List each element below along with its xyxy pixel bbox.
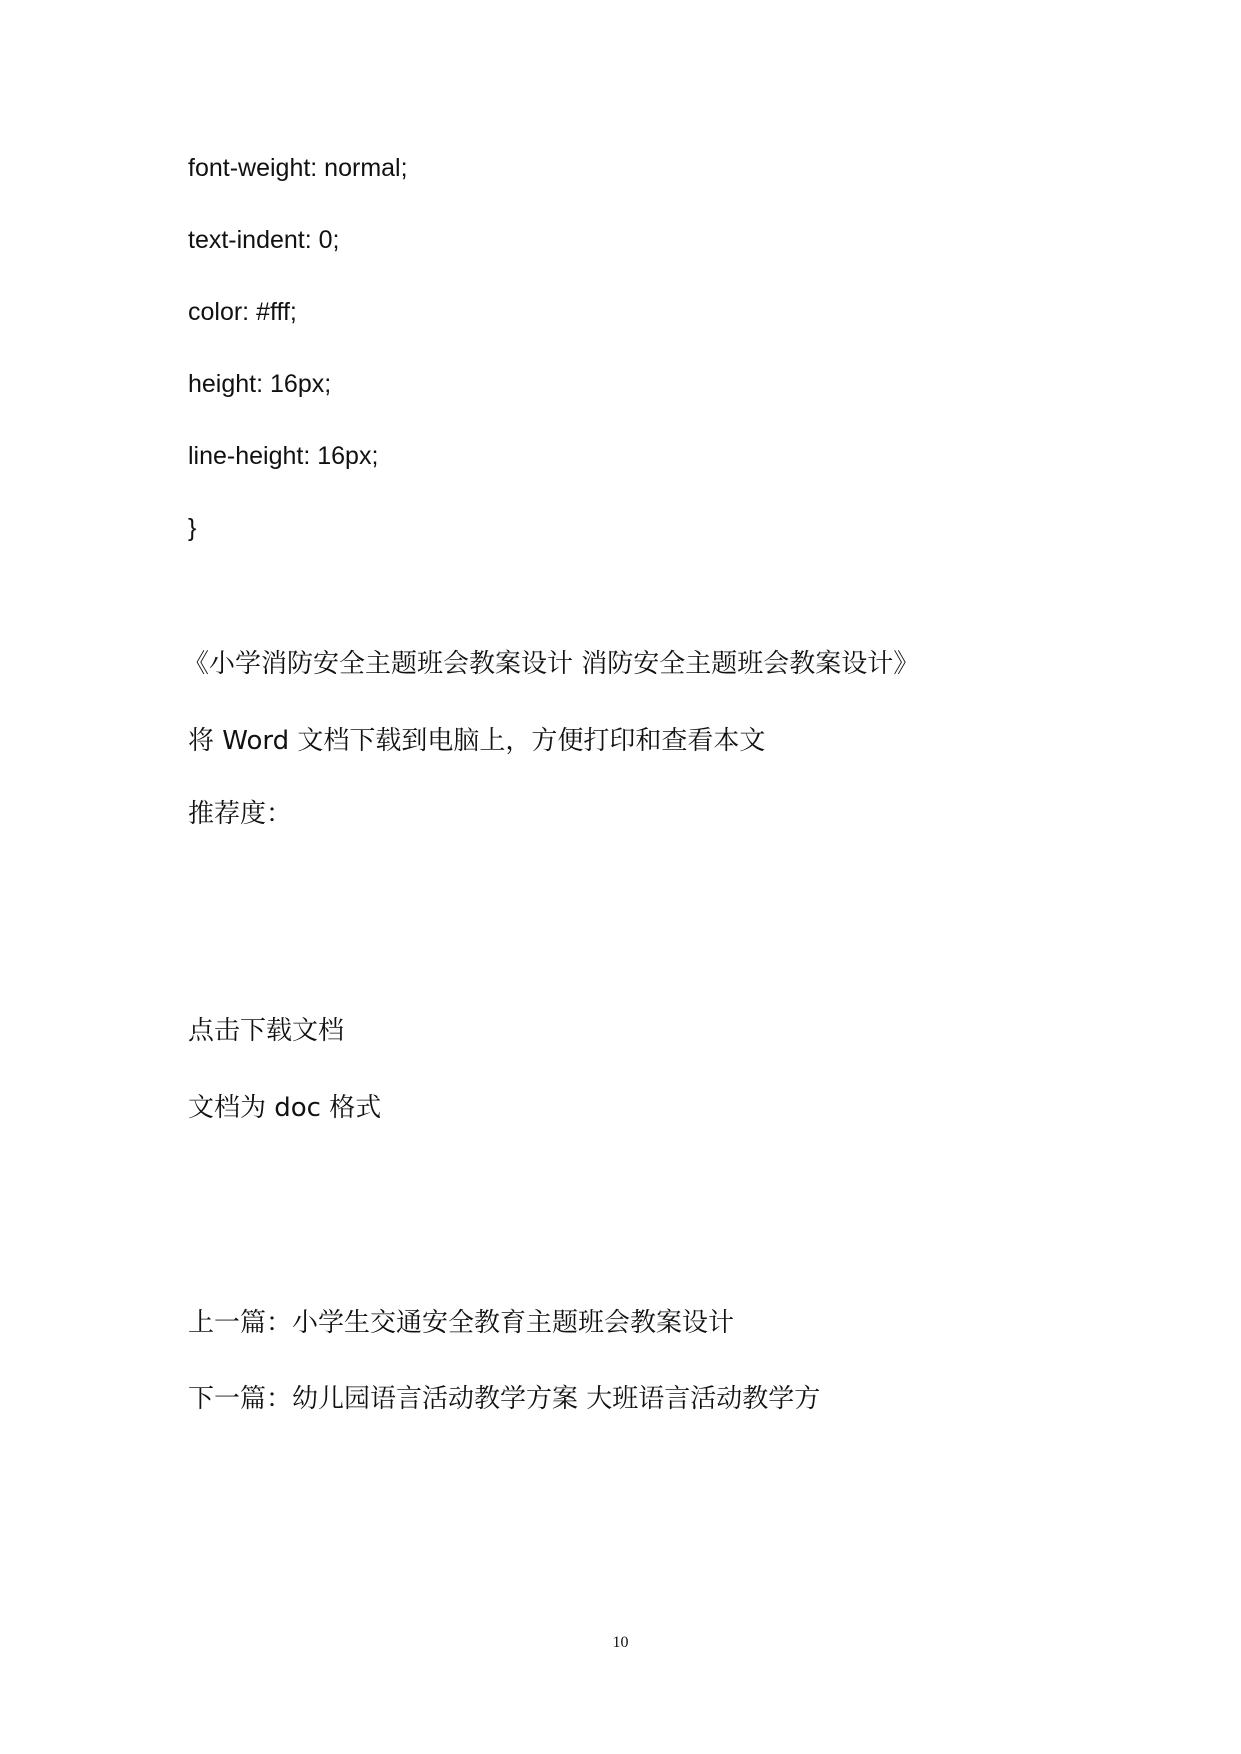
page-number: 10 bbox=[612, 1634, 629, 1651]
code-line-text-indent: text-indent: 0; bbox=[188, 226, 340, 254]
recommend-label: 推荐度： bbox=[188, 799, 293, 829]
document-title: 《小学消防安全主题班会教案设计 消防安全主题班会教案设计》 bbox=[183, 649, 920, 679]
code-line-line-height: line-height: 16px; bbox=[188, 442, 379, 470]
code-line-height: height: 16px; bbox=[188, 370, 332, 398]
code-line-font-weight: font-weight: normal; bbox=[188, 154, 408, 182]
format-note: 文档为 doc 格式 bbox=[188, 1093, 382, 1123]
code-closing-brace: } bbox=[188, 514, 197, 542]
previous-article-link[interactable]: 上一篇：小学生交通安全教育主题班会教案设计 bbox=[188, 1308, 735, 1338]
download-document-link[interactable]: 点击下载文档 bbox=[188, 1016, 345, 1046]
code-line-color: color: #fff; bbox=[188, 298, 297, 326]
next-article-link[interactable]: 下一篇：幼儿园语言活动教学方案 大班语言活动教学方 bbox=[188, 1384, 821, 1414]
recommend-rating bbox=[188, 798, 292, 830]
download-hint: 将 Word 文档下载到电脑上，方便打印和查看本文 bbox=[188, 726, 766, 756]
